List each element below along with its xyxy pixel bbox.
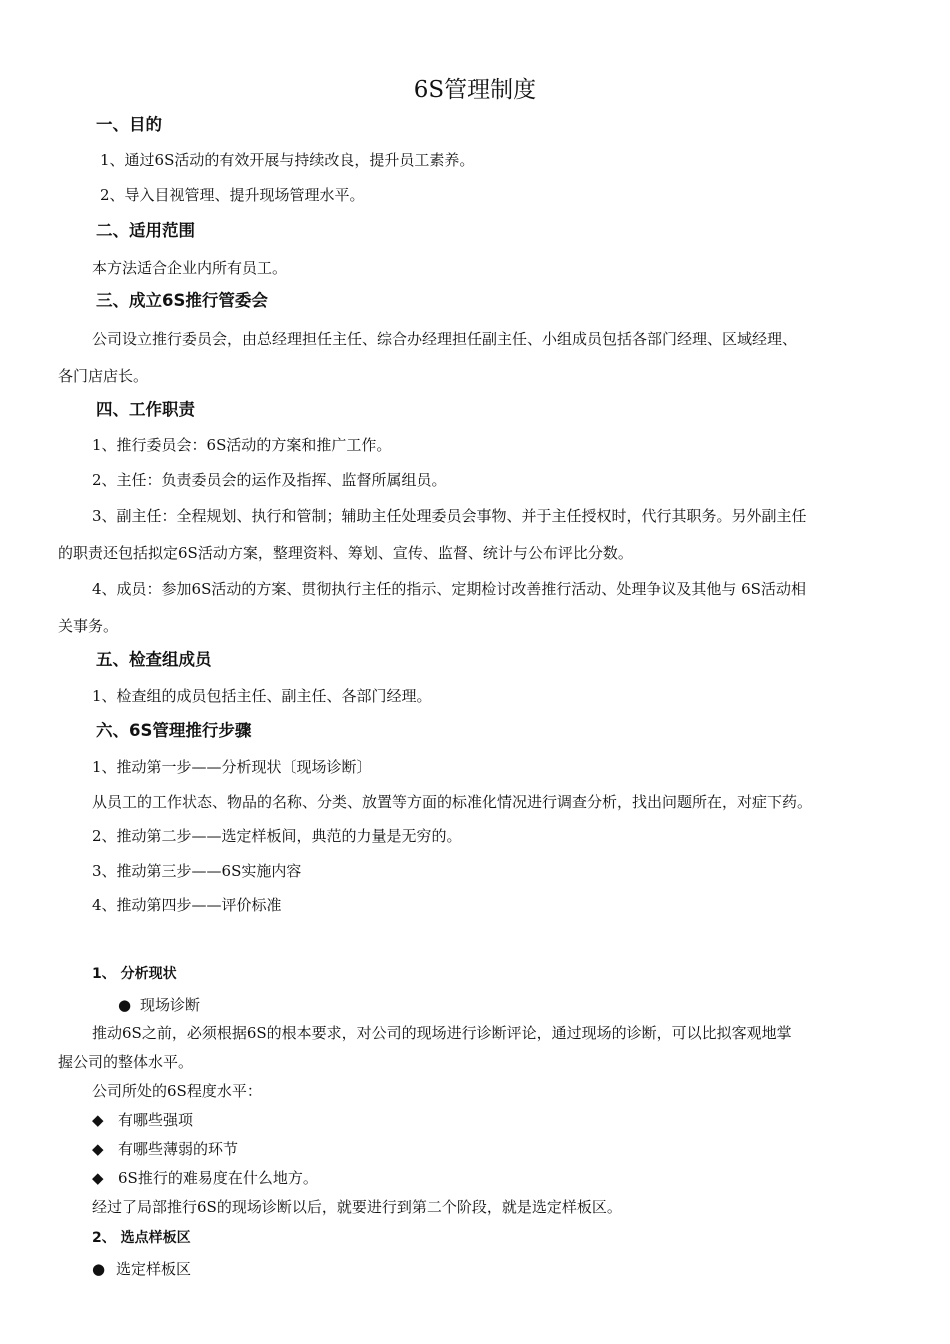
diamond-text: 有哪些强项: [118, 1111, 194, 1129]
section-heading-duties: 四、工作职责: [96, 400, 195, 419]
paragraph: 推动6S之前，必须根据6S的根本要求，对公司的现场进行诊断评论，通过现场的诊断，可以比拟客观地掌: [92, 1024, 792, 1042]
paragraph: 3、副主任：全程规划、执行和管制；辅助主任处理委员会事物、并于主任授权时，代行其职务。另外副主任: [92, 507, 807, 525]
diamond-item: [92, 1139, 238, 1159]
paragraph-continuation: 的职责还包括拟定6S活动方案，整理资料、筹划、宣传、监督、统计与公布评比分数。: [58, 544, 633, 562]
paragraph: 1、推动第一步——分析现状〔现场诊断〕: [92, 758, 372, 776]
paragraph: 从员工的工作状态、物品的名称、分类、放置等方面的标准化情况进行调查分析，找出问题所在，对症下药。: [92, 793, 813, 811]
paragraph: 4、成员：参加6S活动的方案、贯彻执行主任的指示、定期检讨改善推行活动、处理争议及其他与 6S活动相: [92, 580, 806, 598]
paragraph: 公司设立推行委员会，由总经理担任主任、综合办经理担任副主任、小组成员包括各部门经理、区域经理、: [92, 330, 798, 348]
bullet-item: [92, 1259, 191, 1279]
page-title: 6S管理制度: [413, 77, 537, 103]
section-heading-inspection: 五、检查组成员: [96, 650, 212, 669]
subsection-heading-sample-area: 2、 选点样板区: [92, 1230, 191, 1246]
bullet-text: 选定样板区: [116, 1260, 192, 1278]
paragraph-continuation: 关事务。: [58, 617, 119, 635]
paragraph-continuation: 各门店店长。: [58, 367, 149, 385]
section-heading-scope: 二、适用范围: [96, 221, 195, 240]
paragraph: 经过了局部推行6S的现场诊断以后，就要进行到第二个阶段，就是选定样板区。: [92, 1198, 622, 1216]
diamond-icon: ◆: [92, 1169, 104, 1187]
bullet-icon: ●: [92, 1260, 106, 1278]
paragraph: 2、主任：负责委员会的运作及指挥、监督所属组员。: [92, 471, 447, 489]
section-heading-committee: 三、成立6S推行管委会: [96, 291, 268, 310]
paragraph: 1、通过6S活动的有效开展与持续改良，提升员工素养。: [100, 151, 475, 169]
diamond-icon: ◆: [92, 1140, 104, 1158]
paragraph: 1、推行委员会：6S活动的方案和推广工作。: [92, 436, 392, 454]
paragraph: 2、推动第二步——选定样板间，典范的力量是无穷的。: [92, 827, 462, 845]
paragraph: 4、推动第四步——评价标准: [92, 896, 282, 914]
section-heading-purpose: 一、目的: [96, 115, 162, 134]
diamond-text: 有哪些薄弱的环节: [118, 1140, 239, 1158]
section-heading-steps: 六、6S管理推行步骤: [96, 721, 252, 740]
bullet-text: 现场诊断: [140, 996, 201, 1014]
paragraph-continuation: 握公司的整体水平。: [58, 1053, 194, 1071]
subsection-heading-analysis: 1、 分析现状: [92, 966, 177, 982]
diamond-text: 6S推行的难易度在什么地方。: [118, 1169, 318, 1187]
bullet-item: [118, 995, 200, 1015]
bullet-icon: ●: [118, 996, 132, 1014]
paragraph: 3、推动第三步——6S实施内容: [92, 862, 302, 880]
diamond-item: [92, 1168, 318, 1188]
paragraph: 公司所处的6S程度水平：: [92, 1082, 262, 1100]
paragraph: 本方法适合企业内所有员工。: [92, 259, 288, 277]
diamond-icon: ◆: [92, 1111, 104, 1129]
paragraph: 1、检查组的成员包括主任、副主任、各部门经理。: [92, 687, 432, 705]
diamond-item: [92, 1110, 193, 1130]
paragraph: 2、导入目视管理、提升现场管理水平。: [100, 186, 365, 204]
